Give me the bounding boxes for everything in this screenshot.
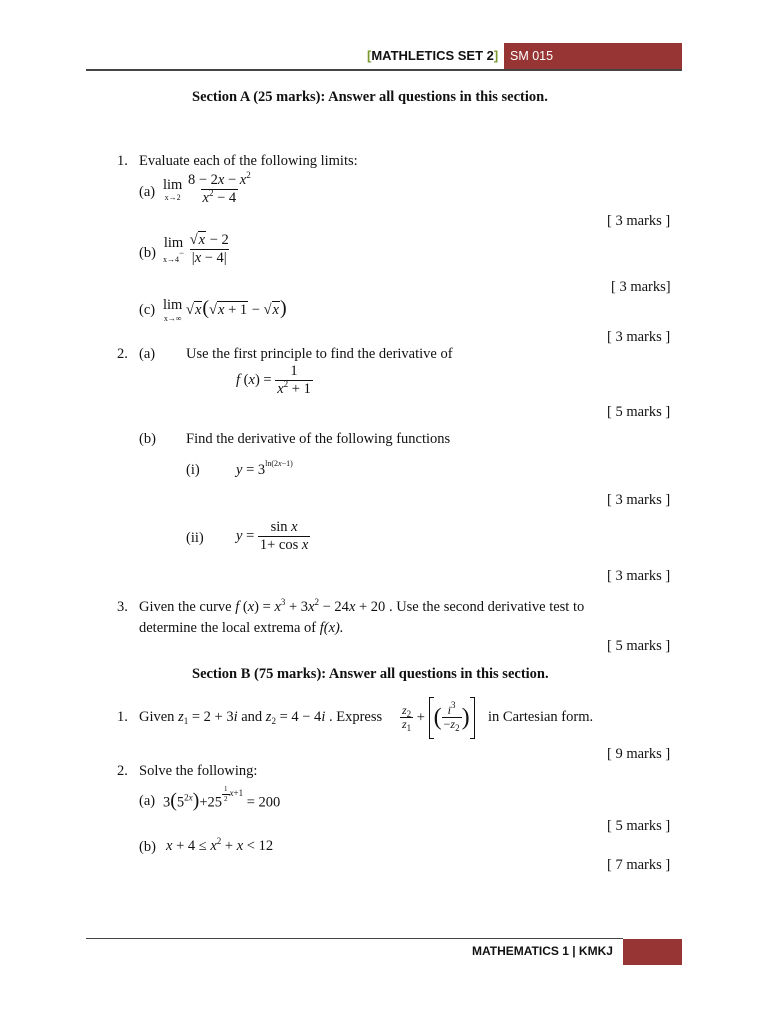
b-q2-text: Solve the following: [139, 763, 258, 779]
q1b-label: (b) [139, 245, 156, 261]
q3-text-line2: determine the local extrema of f(x). [139, 620, 344, 636]
q2bii-marks: [ 3 marks ] [607, 568, 671, 584]
footer-text: MATHEMATICS 1 | KMKJ [472, 944, 613, 958]
b-q1-expression: $\frac{z_2}{z_1}$ + ( $\frac{i^3}{-z_2}$ ) [400, 697, 475, 739]
q3-text: Given the curve f $(x) = x^3 + 3x^2 - 24x + 20$ . Use the second derivative test to [139, 597, 585, 615]
q2b-label: (b) [139, 431, 156, 447]
footer-accent-box [623, 939, 682, 965]
b-q2b-expression: $x + 4 \le x^2 + x < 12$ [166, 836, 274, 854]
q1c-expression: lim x→∞ √x(√x + 1 − √x) [163, 297, 287, 323]
b-q2b-marks: [ 7 marks ] [607, 857, 671, 873]
q2bi-label: (i) [186, 462, 200, 478]
b-q1-marks: [ 9 marks ] [607, 746, 671, 762]
q1-number: 1. [117, 153, 128, 169]
q1-text: Evaluate each of the following limits: [139, 153, 358, 169]
b-q1-text: Given $z_1 = 2 + 3i$ and $z_2 = 4 - 4i$ . Express [139, 709, 383, 726]
b-q2-number: 2. [117, 763, 128, 779]
b-q2a-label: (a) [139, 793, 156, 809]
q2-number: 2. [117, 346, 128, 362]
q2bi-expression: $y = 3^{ln(2x-1)}$ [236, 459, 293, 478]
q1c-label: (c) [139, 302, 156, 318]
header-title: [MATHLETICS SET 2] [367, 48, 499, 63]
b-q1-text-end: in Cartesian form. [488, 709, 594, 725]
q1b-marks: [ 3 marks] [611, 279, 671, 295]
q2b-text: Find the derivative of the following functions [186, 431, 451, 447]
q2a-label: (a) [139, 346, 156, 362]
section-b-heading: Section B (75 marks): Answer all questions in this section. [192, 666, 549, 682]
q2a-expression: f (x) = $\frac{1}{x^2 + 1}$ [236, 363, 311, 397]
header-rule [86, 69, 682, 71]
q3-marks: [ 5 marks ] [607, 638, 671, 654]
q2bi-marks: [ 3 marks ] [607, 492, 671, 508]
q2a-marks: [ 5 marks ] [607, 404, 671, 420]
q1c-marks: [ 3 marks ] [607, 329, 671, 345]
b-q2a-marks: [ 5 marks ] [607, 818, 671, 834]
q1b-expression: lim x→4− $\frac{√x - 2}{|x - 4|}$ [163, 232, 229, 266]
q3-number: 3. [117, 599, 128, 615]
q2bii-expression: y = $\frac{\text{sin x}}{\text{1+ cos x}}$ [236, 519, 309, 553]
section-a-heading: Section A (25 marks): Answer all questions in this section. [192, 89, 548, 105]
header-course-code: SM 015 [510, 49, 554, 63]
b-q1-number: 1. [117, 709, 128, 725]
b-q2b-label: (b) [139, 839, 156, 855]
q1a-label: (a) [139, 184, 156, 200]
q1a-expression: lim x→2 $\frac{8 - 2x - x^2}{x^2 - 4}$ [163, 170, 251, 206]
q2bii-label: (ii) [186, 530, 204, 546]
b-q2a-expression: $3(5^{2x})+25$ $^{\frac{1}{2} x+1}$ = 200 [163, 785, 281, 812]
footer-rule [86, 938, 623, 939]
q1a-marks: [ 3 marks ] [607, 213, 671, 229]
q2a-text: Use the first principle to find the derivative of [186, 346, 453, 362]
